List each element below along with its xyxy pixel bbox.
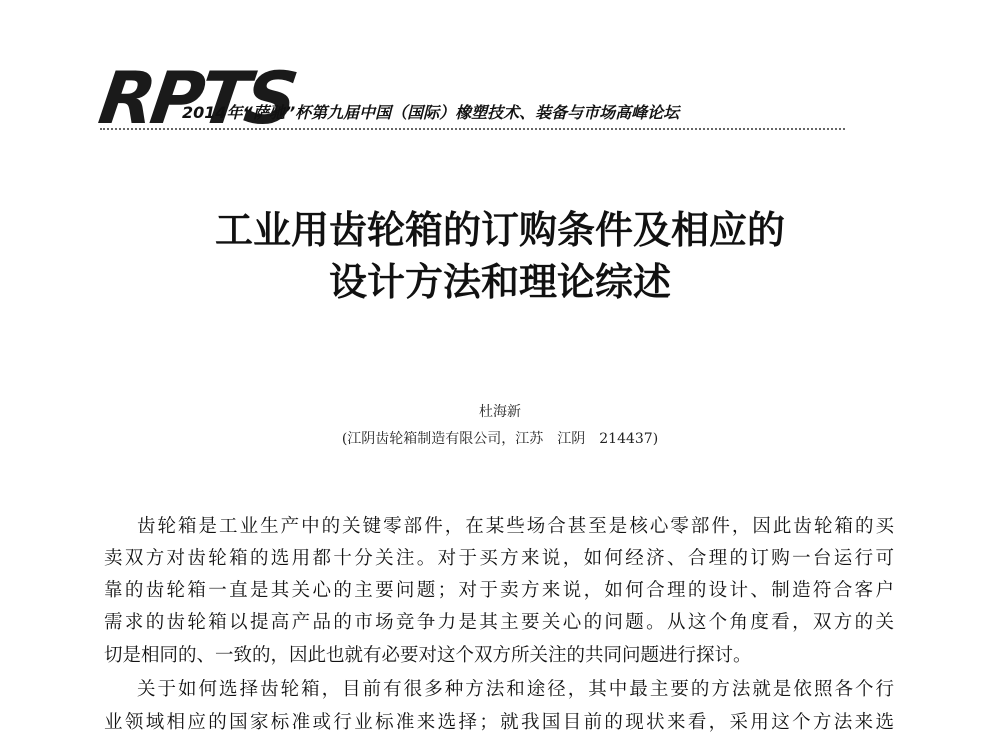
author-affiliation: (江阴齿轮箱制造有限公司，江苏 江阴 214437) <box>341 431 659 447</box>
conference-title: 2014年“萨驰”杯第九届中国（国际）橡塑技术、装备与市场高峰论坛 <box>182 103 680 122</box>
body-line: 齿轮箱是工业生产中的关键零部件，在某些场合甚至是核心零部件，因此齿轮箱的买 <box>137 516 894 537</box>
paper-title-line-1: 工业用齿轮箱的订购条件及相应的 <box>214 208 785 252</box>
header-divider <box>100 128 845 130</box>
body-line: 需求的齿轮箱以提高产品的市场竞争力是其主要关心的问题。从这个角度看，双方的关 <box>104 612 894 633</box>
body-line: 切是相同的、一致的，因此也就有必要对这个双方所关注的共同问题进行探讨。 <box>104 645 752 666</box>
body-line: 业领域相应的国家标准或行业标准来选择；就我国目前的现状来看，采用这个方法来选 <box>104 712 894 733</box>
rpts-logo: RPTS <box>94 56 300 140</box>
body-line: 靠的齿轮箱一直是其关心的主要问题；对于卖方来说，如何合理的设计、制造符合客户 <box>104 580 894 601</box>
body-line: 关于如何选择齿轮箱，目前有很多种方法和途径，其中最主要的方法就是依照各个行 <box>137 679 894 700</box>
author-name: 杜海新 <box>479 404 521 420</box>
body-line: 卖双方对齿轮箱的选用都十分关注。对于买方来说，如何经济、合理的订购一台运行可 <box>104 548 894 569</box>
paper-title-line-2: 设计方法和理论综述 <box>328 260 671 304</box>
conference-header <box>94 56 845 140</box>
